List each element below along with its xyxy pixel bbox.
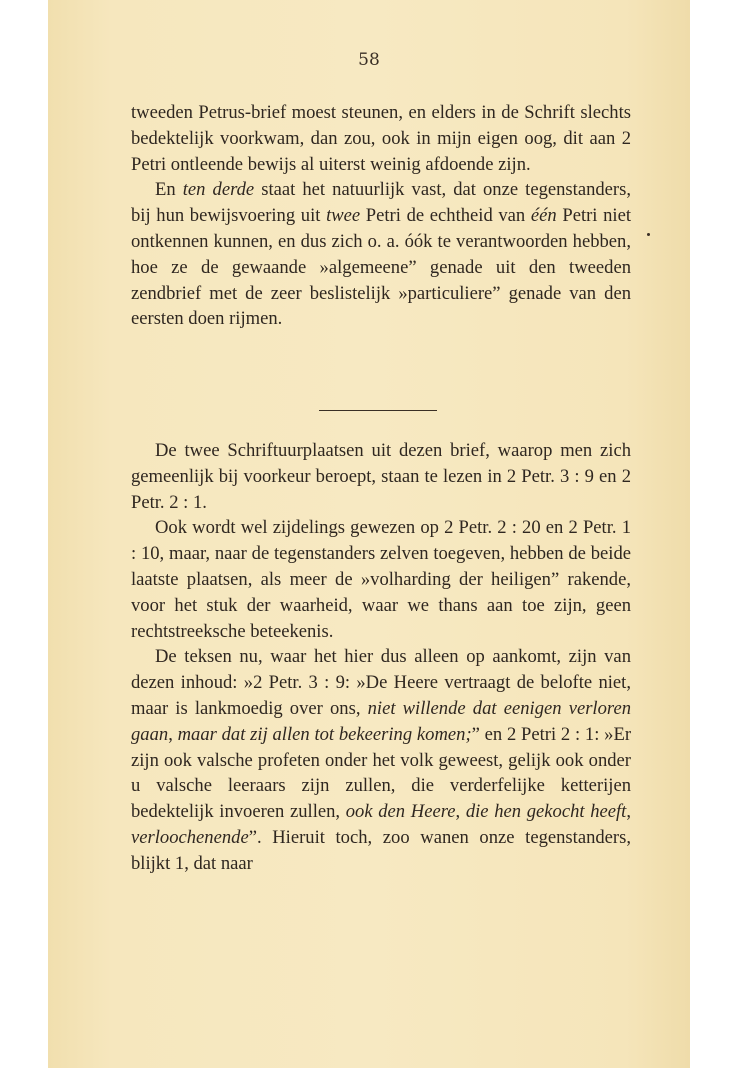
italic-run: die hen gekocht heeft (465, 801, 627, 823)
text-run: Petri niet ontkennen kunnen, en dus zich o. a. óók te verantwoorden hebben, hoe ze de gewaande »algemeene” genade uit den tweeden zendbrief met de zeer beslistelijk »particuliere” genade van den eersten doen rijmen. (131, 205, 631, 330)
italic-run: verloochenende (131, 826, 249, 848)
italic-run: twee (326, 205, 361, 227)
text-run: ”. Hieruit toch, zoo wanen onze tegenstanders, blijkt 1, dat naar (131, 826, 631, 874)
paragraph-teksen (131, 644, 631, 876)
paragraph-schriftuurplaatsen: De twee Schriftuurplaatsen uit dezen brief, waarop men zich gemeenlijk bij voorkeur beroept, staan te lezen in 2 Petr. 3 : 9 en 2 Petr. 2 : 1. (131, 440, 631, 513)
text-run: , (455, 801, 466, 823)
text-run: De teksen nu, waar het hier dus alleen op aankomt, zijn van dezen inhoud: »2 Petr. 3 : 9: »De Heere vertraagt de belofte niet, maar is lankmoedig over ons, (131, 646, 631, 719)
italic-run: één (530, 205, 557, 227)
paragraph-ten-derde (131, 177, 631, 332)
text-section-2 (131, 438, 631, 877)
paragraph-continued: tweeden Petrus-brief moest steunen, en elders in de Schrift slechts bedektelijk voorkwam, dan zou, ook in mijn eigen oog, dit aan 2 Petri ontleende bewijs al uiterst weinig afdoende zijn. (131, 102, 631, 175)
italic-run: niet willende dat eenigen verloren gaan (131, 697, 631, 745)
text-run: , (626, 801, 632, 823)
text-run: ” en 2 Petri 2 : 1: »Er zijn ook valsche profeten onder het volk geweest, gelijk ook onder u valsche leeraars zijn zullen, die verderfelijke ketterijen bedektelijk invoeren zullen, (131, 723, 632, 823)
paragraph-zijdelings: Ook wordt wel zijdelings gewezen op 2 Petr. 2 : 20 en 2 Petr. 1 : 10, maar, naar de tegenstanders zelven toegeven, hebben de beide laatste plaatsen, als meer de »volharding der heiligen” rakende, voor het stuk der waarheid, waar we thans aan toe zijn, geen rechtstreeksche beteekenis. (131, 517, 631, 642)
italic-run: maar dat zij allen tot bekeering komen; (177, 723, 472, 745)
page-number: 58 (358, 50, 380, 70)
text-run: En (155, 179, 183, 201)
text-section-1 (131, 100, 631, 332)
section-divider (319, 410, 437, 411)
italic-run: ook den Heere (345, 801, 456, 823)
italic-run: ten derde (182, 179, 255, 201)
text-run: staat het natuurlijk vast, dat onze tegenstanders, bij hun bewijsvoering uit (131, 179, 631, 227)
print-speck (647, 233, 650, 236)
book-page (48, 0, 690, 1068)
text-run: Petri de echtheid van (360, 205, 531, 227)
text-run: , (168, 723, 178, 745)
